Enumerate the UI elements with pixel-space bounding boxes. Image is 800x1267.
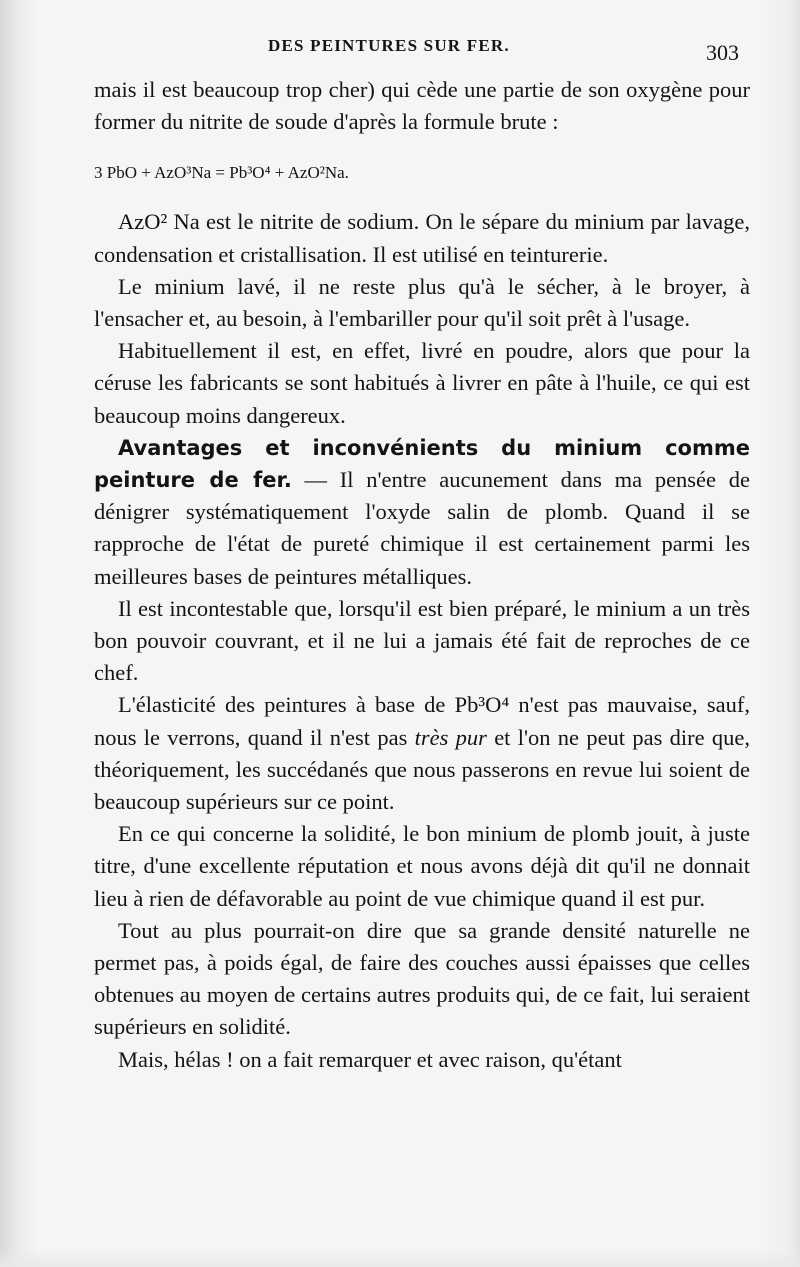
section-heading: Avantages et inconvénients du minium comme peinture de fer. xyxy=(94,435,750,493)
body-text xyxy=(94,74,750,1076)
paragraph xyxy=(94,689,750,818)
paragraph: AzO² Na est le nitrite de sodium. On le sépare du minium par lavage, condensation et cristallisation. Il est utilisé en teinturerie. xyxy=(94,209,750,267)
paragraph-text: et l'on ne peut pas dire que, théoriquement, les succédanés que nous passerons en revue lui soient de beaucoup supérieurs sur ce point. xyxy=(94,724,750,815)
paragraph: Mais, hélas ! on a fait remarquer et avec raison, qu'étant xyxy=(118,1046,622,1072)
chemical-formula: 3 PbO + AzO³Na = Pb³O⁴ + AzO²Na. xyxy=(94,163,349,183)
paragraph: En ce qui concerne la solidité, le bon minium de plomb jouit, à juste titre, d'une excellente réputation et nous avons déjà dit qu'il ne donnait lieu à rien de défavorable au point de vue chimique quand il est pur. xyxy=(94,821,750,911)
section-paragraph xyxy=(94,432,750,593)
paragraph-text: — Il n'entre aucunement dans ma pensée de dénigrer systématiquement l'oxyde salin de plomb. Quand il se rapproche de l'état de pureté chimique il est certainement parmi les meilleures bases de peintures métalliques. xyxy=(94,467,750,589)
paragraph: Le minium lavé, il ne reste plus qu'à le sécher, à le broyer, à l'ensacher et, au besoin, à l'embariller pour qu'il soit prêt à l'usage. xyxy=(94,273,750,332)
paragraph-text: L'élasticité des peintures à base de Pb³O⁴ n'est pas mauvaise, sauf, nous le verrons, quand il n'est pas xyxy=(94,692,750,750)
paragraph: Il est incontestable que, lorsqu'il est bien préparé, le minium a un très bon pouvoir couvrant, et il ne lui a jamais été fait de reproches de ce chef. xyxy=(94,595,750,686)
emphasis: très pur xyxy=(414,724,487,750)
paragraph: Tout au plus pourrait-on dire que sa grande densité naturelle ne permet pas, à poids égal, de faire des couches aussi épaisses que celles obtenues au moyen de certains autres produits qui, de ce fait, lui seraient supérieurs en solidité. xyxy=(94,917,750,1040)
paragraph: mais il est beaucoup trop cher) qui cède une partie de son oxygène pour former du nitrite de soude d'après la formule brute : xyxy=(94,77,750,135)
running-title: DES PEINTURES SUR FER. xyxy=(268,36,510,55)
page-number: 303 xyxy=(706,40,739,65)
paragraph: Habituellement il est, en effet, livré en poudre, alors que pour la céruse les fabricants se sont habitués à livrer en pâte à l'huile, ce qui est beaucoup moins dangereux. xyxy=(94,338,750,428)
